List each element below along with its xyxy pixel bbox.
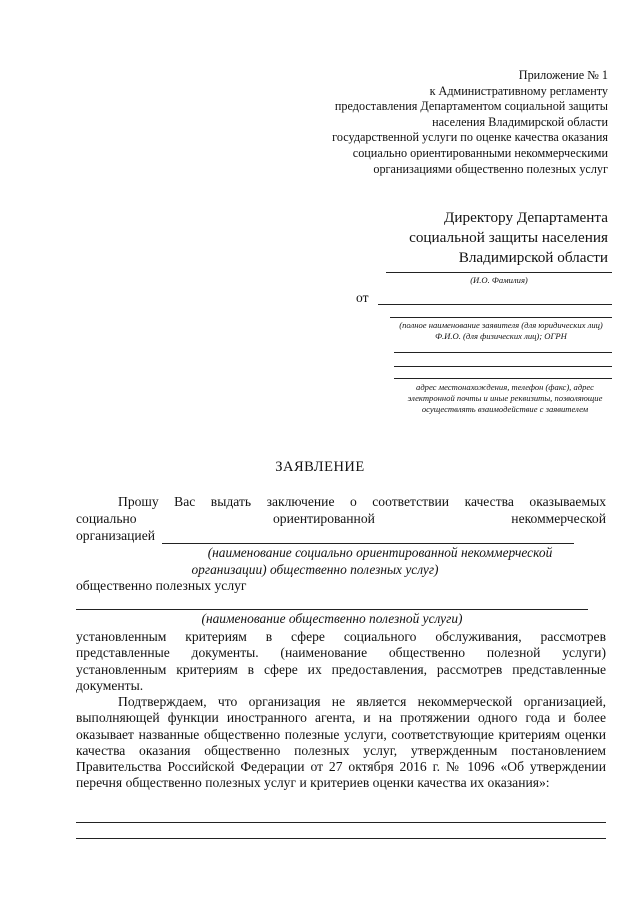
address-caption: адрес местонахождения, телефон (факс), адрес электронной почты и иные реквизиты, позволяющие осуществлять взаимодействие с заявителем [407,382,603,414]
services-label: общественно полезных услуг [76,578,247,593]
appendix-line: Приложение № 1 [518,68,608,82]
address-line-2[interactable] [394,378,612,379]
document-title: ЗАЯВЛЕНИЕ [275,459,365,475]
applicant-line-3[interactable] [394,352,612,353]
appendix-line: предоставления Департаментом социальной защиты [334,99,608,114]
appendix-header [268,68,608,177]
from-label: от [356,290,369,305]
org-caption-2: организации) общественно полезных услуг) [191,562,439,577]
addressee-line: Владимирской области [458,249,608,266]
address-line-1[interactable] [394,366,612,367]
applicant-line-1[interactable] [378,304,612,305]
addressee-line: социальной защиты населения [409,229,608,246]
appendix-line: социально ориентированными некоммерческими [352,145,608,160]
paragraph-1-line-1: Прошу Вас выдать заключение о соответствии качества оказываемых [118,494,606,509]
addressee-block [308,208,608,268]
org-name-line[interactable] [162,543,574,544]
applicant-line-2[interactable] [390,317,612,318]
appendix-line: государственной услуги по оценке качества оказания [332,130,608,145]
paragraph-2: установленным критериям в сфере социального обслуживания, рассмотрев представленные документы. (наименование общественно полезной услуги) установленным критериям в сфере их предоставления, рассмотрев представленные документы. [76,629,606,693]
appendix-line: к Административному регламенту [429,83,608,98]
service-name-line[interactable] [76,609,588,610]
service-caption: (наименование общественно полезной услуги) [201,611,463,626]
criteria-line-2[interactable] [76,838,606,839]
org-caption-1: (наименование социально ориентированной некоммерческой [207,545,553,560]
org-label: организацией [76,528,156,543]
applicant-caption: (полное наименование заявителя (для юридических лиц) Ф.И.О. (для физических лиц); ОГРН [399,320,603,341]
director-name-line[interactable] [386,272,612,273]
paragraph-1-line-2: социально ориентированной некоммерческой [76,511,606,526]
paragraph-3: Подтверждаем, что организация не является некоммерческой организацией, выполняющей функции иностранного агента, и на протяжении одного года и более оказывает названные общественно полезные услуги, соответствующие критериям оценки качества оказания общественно полезных услуг, утвержденным постановлением Правительства Российской Федерации от 27 октября 2016 г. № 1096 «Об утверждении перечня общественно полезных услуг и критериев оценки качества их оказания»: [76,694,606,791]
criteria-line-1[interactable] [76,822,606,823]
addressee-line: Директору Департамента [444,209,608,226]
director-name-caption: (И.О. Фамилия) [470,275,528,285]
appendix-line: населения Владимирской области [432,114,608,129]
appendix-line: организациями общественно полезных услуг [373,161,608,176]
